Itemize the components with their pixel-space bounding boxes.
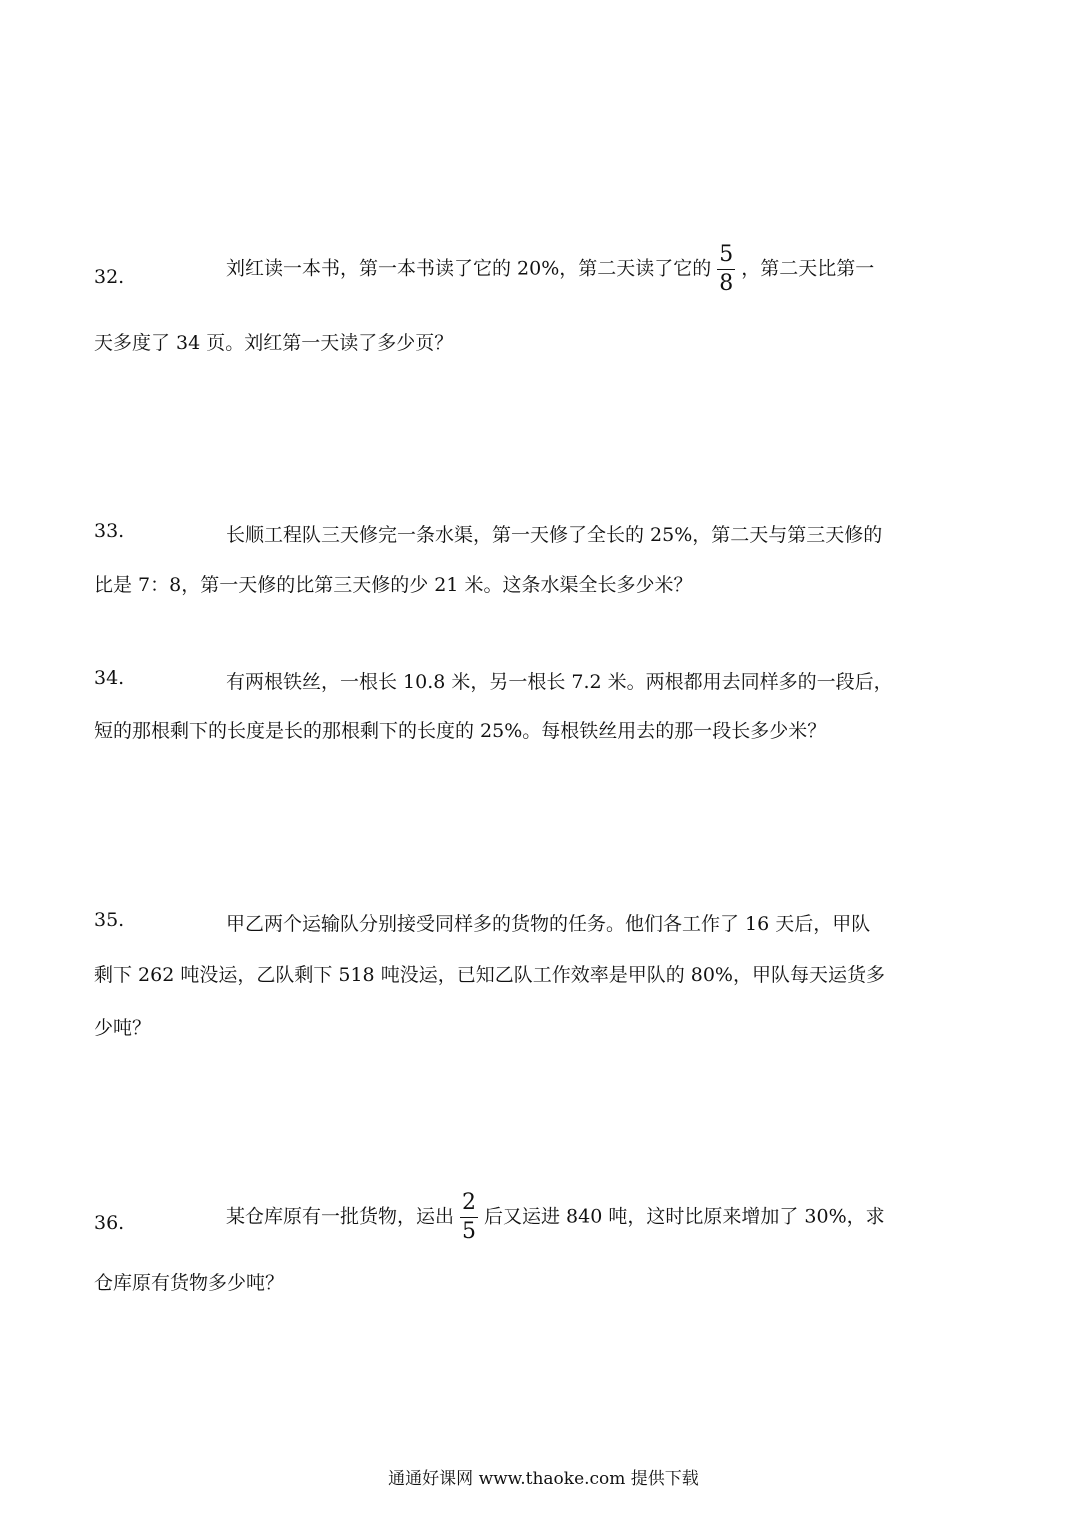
problem-text-line: 少吨？ bbox=[94, 1017, 152, 1039]
fraction bbox=[717, 244, 735, 295]
problem-text-line: 比是 7：8，第一天修的比第三天修的少 21 米。这条水渠全长多少米？ bbox=[94, 574, 693, 596]
problem-text-line bbox=[226, 244, 874, 295]
problem-text-line: 剩下 262 吨没运，乙队剩下 518 吨没运，已知乙队工作效率是甲队的 80%，甲队每天运货多 bbox=[94, 964, 885, 986]
problem-text: 后又运进 840 吨，这时比原来增加了 30%，求 bbox=[484, 1205, 885, 1228]
problem-text-line: 甲乙两个运输队分别接受同样多的货物的任务。他们各工作了 16 天后，甲队 bbox=[226, 913, 871, 935]
problem-text-line: 天多度了 34 页。刘红第一天读了多少页？ bbox=[94, 332, 454, 354]
problem-text: 刘红读一本书，第一本书读了它的 20%，第二天读了它的 bbox=[226, 257, 712, 280]
problem-number: 35. bbox=[94, 909, 125, 931]
problem-text-line: 长顺工程队三天修完一条水渠，第一天修了全长的 25%，第二天与第三天修的 bbox=[226, 524, 883, 546]
problem-number: 32. bbox=[94, 266, 125, 288]
problem-text-line: 有两根铁丝，一根长 10.8 米，另一根长 7.2 米。两根都用去同样多的一段后， bbox=[226, 671, 893, 693]
problem-number: 34. bbox=[94, 667, 125, 689]
problem-text: 某仓库原有一批货物，运出 bbox=[226, 1205, 455, 1228]
fraction bbox=[460, 1192, 478, 1243]
problem-text-line: 短的那根剩下的长度是长的那根剩下的长度的 25%。每根铁丝用去的那一段长多少米？ bbox=[94, 720, 827, 742]
problem-text: ，第二天比第一 bbox=[741, 257, 875, 280]
problem-number: 36. bbox=[94, 1212, 125, 1234]
fraction-numerator: 2 bbox=[460, 1192, 478, 1218]
page-footer: 通通好课网 www.thaoke.com 提供下载 bbox=[388, 1469, 699, 1489]
problem-number: 33. bbox=[94, 520, 125, 542]
problem-text-line bbox=[226, 1192, 885, 1243]
problem-text-line: 仓库原有货物多少吨？ bbox=[94, 1272, 285, 1294]
fraction-numerator: 5 bbox=[717, 244, 735, 270]
fraction-denominator: 5 bbox=[462, 1219, 477, 1244]
fraction-denominator: 8 bbox=[719, 271, 734, 296]
